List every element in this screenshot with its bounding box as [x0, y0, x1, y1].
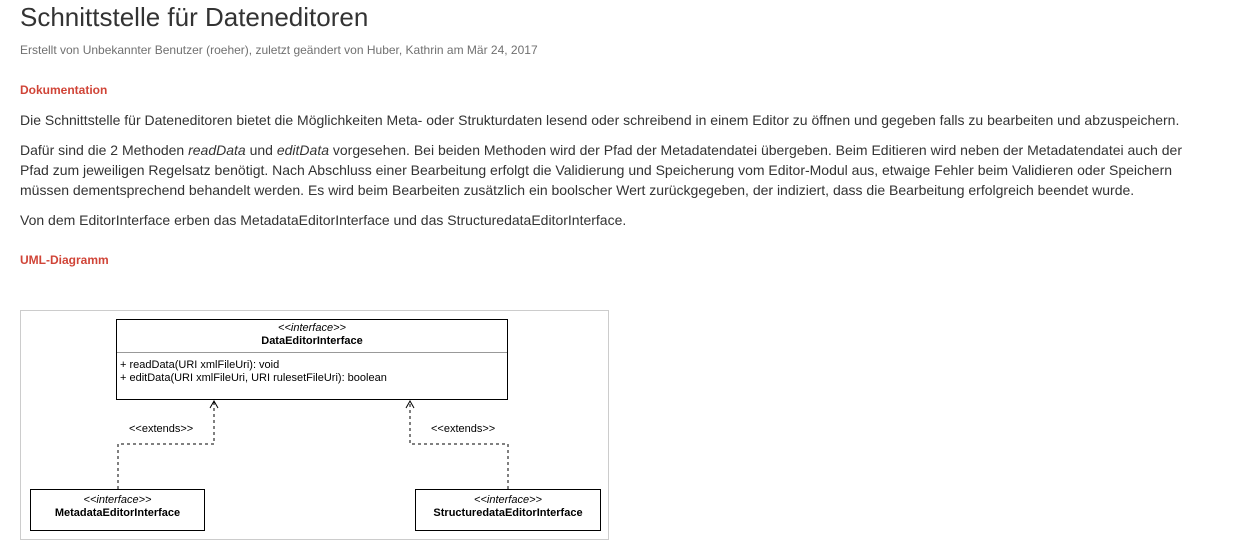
section-heading-uml: UML-Diagramm	[20, 253, 109, 267]
uml-operation-editdata: + editData(URI xmlFileUri, URI rulesetFileUri): boolean	[120, 372, 387, 384]
uml-class-structuredataeditorinterface	[415, 489, 601, 531]
extends-label-left: <<extends>>	[129, 423, 194, 435]
extends-arrow-left	[118, 402, 214, 489]
paragraph-inheritance: Von dem EditorInterface erben das MetadataEditorInterface und das StructuredataEditorInterface.	[20, 212, 627, 228]
paragraph-intro: Die Schnittstelle für Dateneditoren bietet die Möglichkeiten Meta- oder Strukturdaten lesend oder schreibend in einem Editor zu öffnen und gegeben falls zu bearbeiten und abzuspeichern.	[20, 112, 1180, 128]
extends-arrow-right	[410, 402, 508, 489]
uml-class-name: StructuredataEditorInterface	[433, 507, 583, 519]
uml-operation-readdata: + readData(URI xmlFileUri): void	[120, 359, 280, 371]
uml-class-header	[117, 320, 507, 348]
extends-label-right: <<extends>>	[431, 423, 496, 435]
method-name-editdata: editData	[276, 142, 329, 158]
section-heading-documentation: Dokumentation	[20, 83, 108, 97]
paragraph-methods-text-1: Dafür sind die 2 Methoden	[20, 142, 189, 158]
paragraph-methods-line-2: Pfad zum jeweiligen Regelsatz benötigt. Nach Abschluss einer Bearbeitung erfolgt die Validierung und Speicherung vom Editor-Modul aus, etwaige Fehler beim Validieren oder Speichern	[20, 162, 1173, 178]
paragraph-methods-text-2: und	[245, 142, 277, 158]
uml-stereotype: <<interface>>	[474, 494, 542, 506]
uml-class-name: MetadataEditorInterface	[54, 507, 181, 519]
uml-class-header	[31, 490, 204, 520]
page-metadata: Erstellt von Unbekannter Benutzer (roeher), zuletzt geändert von Huber, Kathrin am Mär 24, 2017	[20, 43, 538, 57]
uml-diagram	[20, 310, 609, 540]
paragraph-methods	[20, 140, 1182, 200]
method-name-readdata: readData	[188, 142, 246, 158]
uml-class-metadataeditorinterface	[30, 489, 205, 531]
paragraph-methods-text-3: vorgesehen. Bei beiden Methoden wird der Pfad der Metadatendatei übergeben. Beim Editieren wird neben der Metadatendatei auch der	[329, 142, 1183, 158]
uml-stereotype: <<interface>>	[83, 494, 152, 506]
paragraph-methods-line-3: müssen dementsprechend behandelt werden. Es wird beim Bearbeiten zusätzlich ein boolscher Wert zurückgegeben, der indiziert, dass die Bearbeitung erfolgreich beendet wurde.	[20, 182, 1135, 198]
uml-stereotype: <<interface>>	[278, 322, 346, 334]
uml-class-name: DataEditorInterface	[261, 335, 363, 347]
page-title: Schnittstelle für Dateneditoren	[20, 2, 369, 32]
uml-operations	[117, 353, 507, 385]
uml-class-dataeditorinterface	[116, 319, 508, 400]
uml-class-header	[416, 490, 600, 520]
